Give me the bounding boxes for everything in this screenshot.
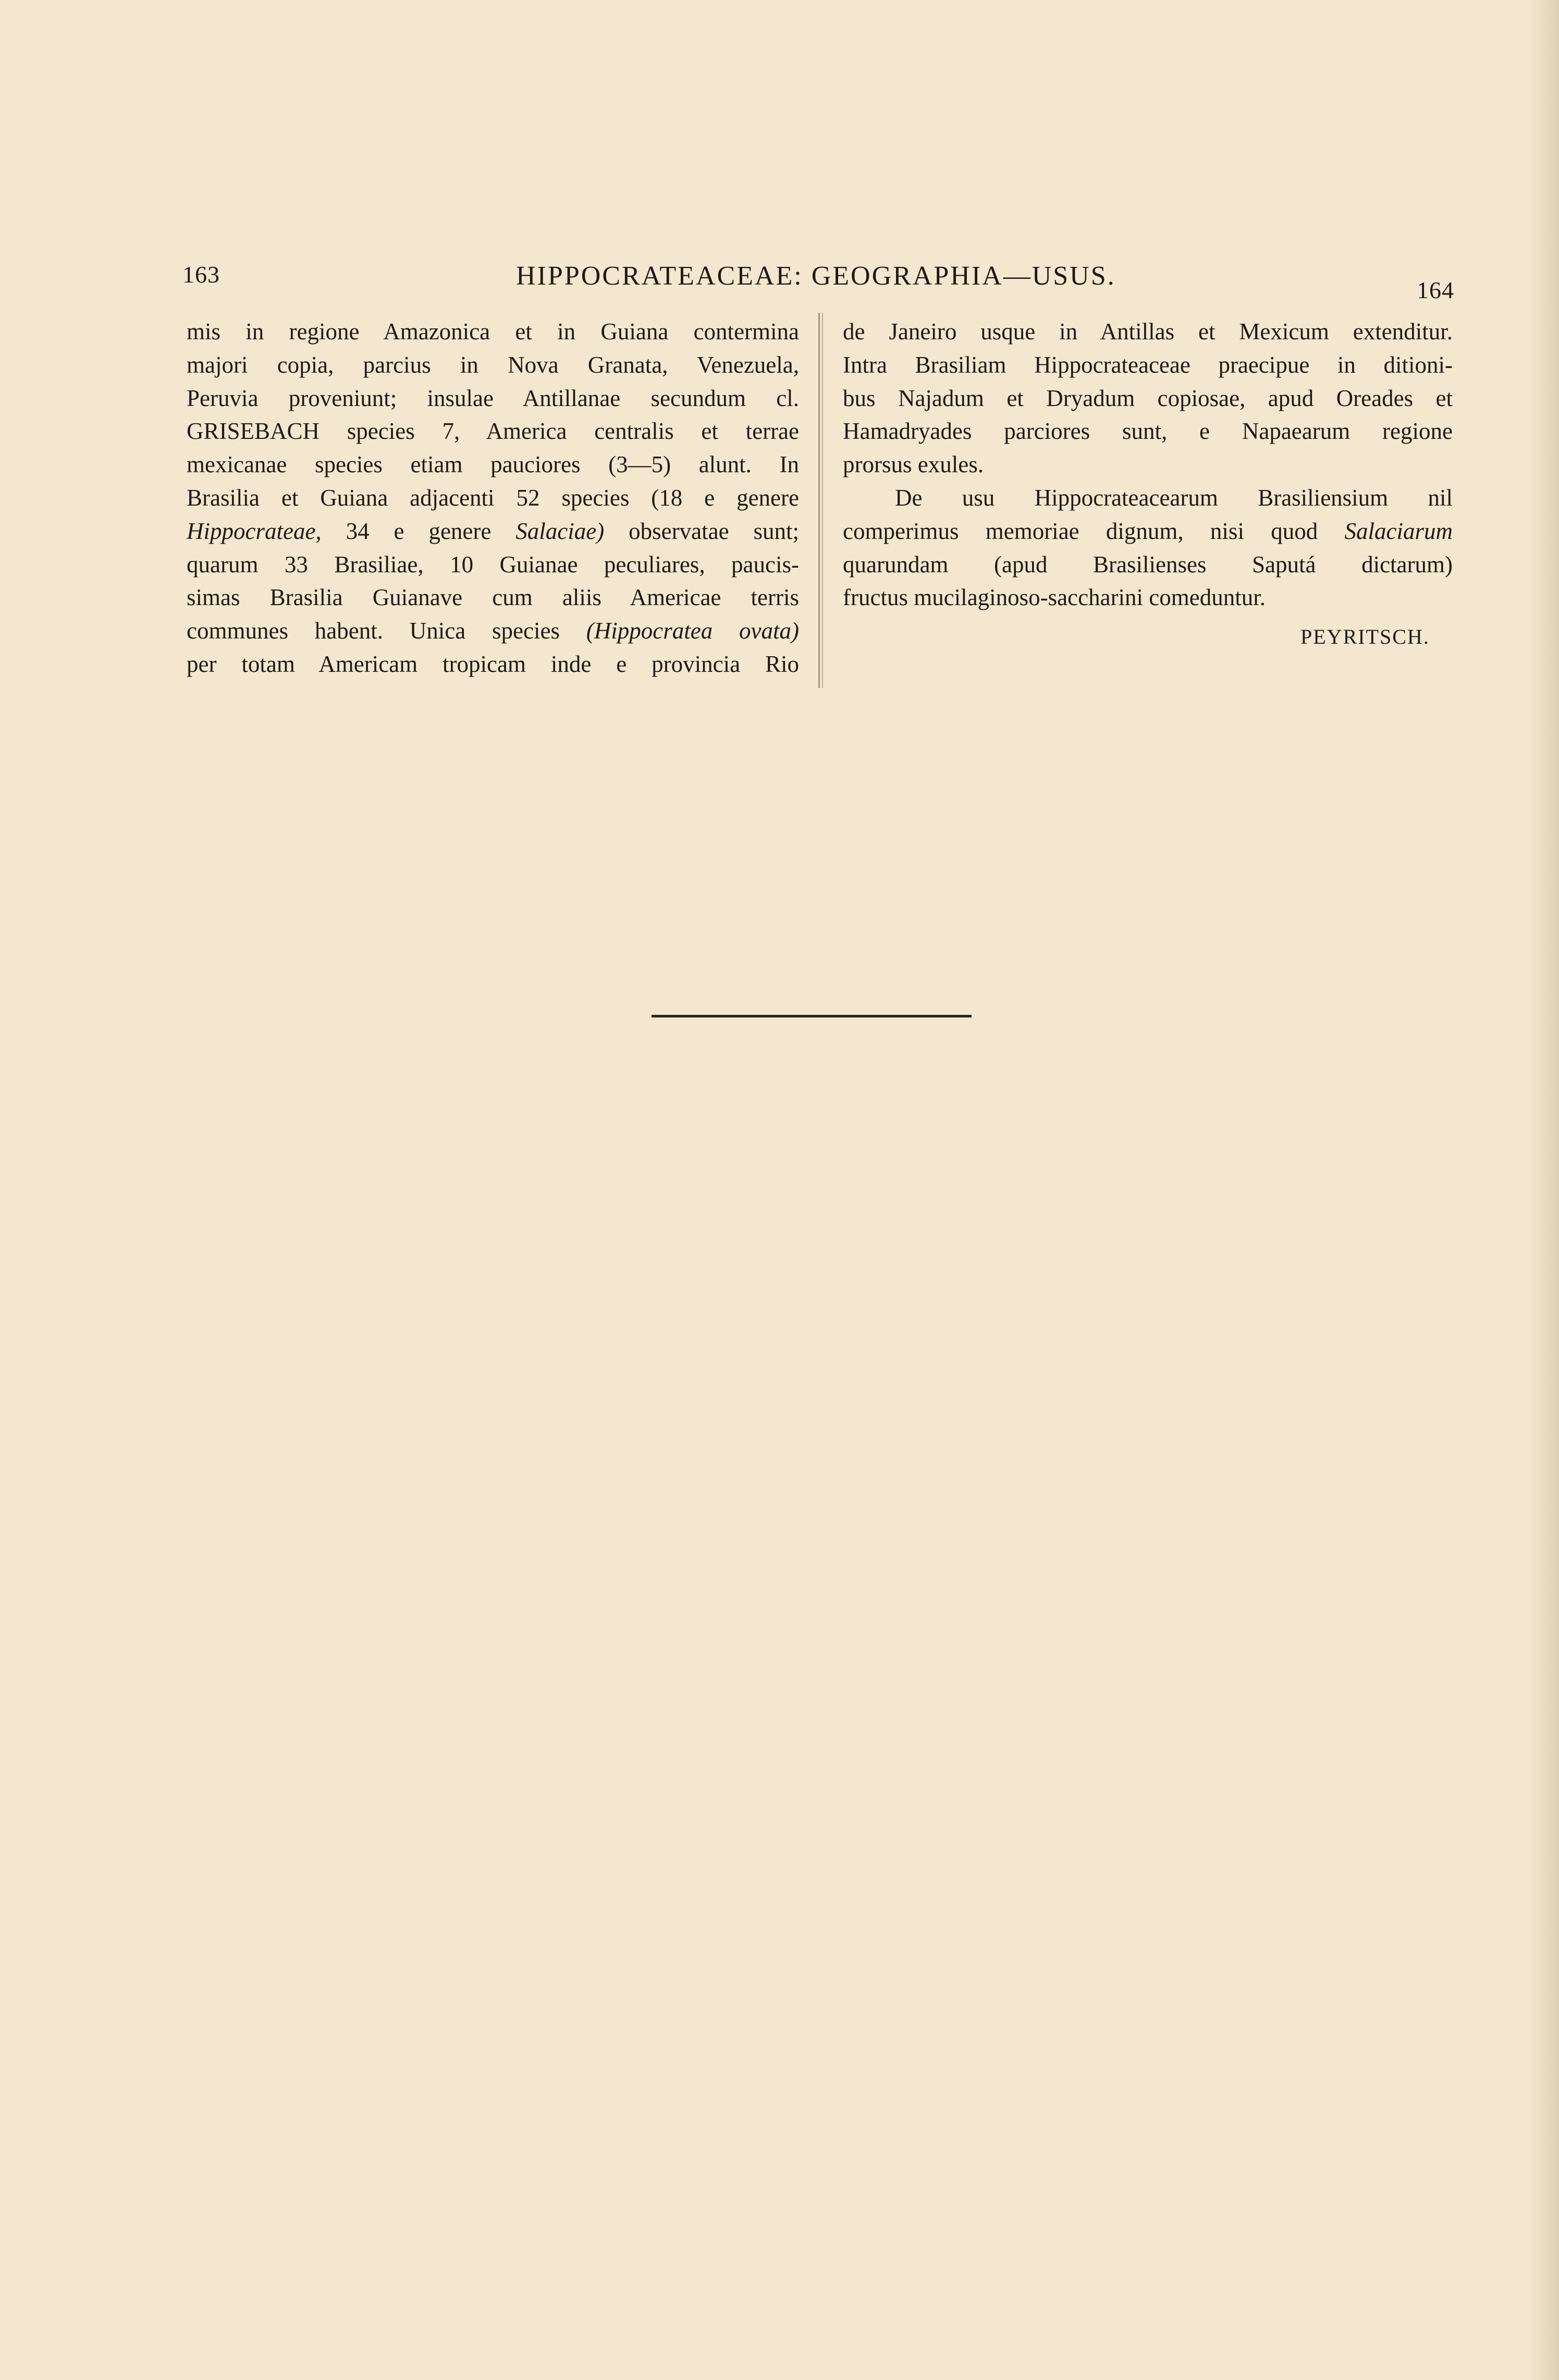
text-line: majori copia, parcius in Nova Granata, Venezuela, [187, 351, 799, 378]
text-line: simas Brasilia Guianave cum aliis Americae terris [187, 584, 799, 611]
text-line: De usu Hippocrateacearum Brasiliensium nil [895, 484, 1453, 511]
species-name: (Hippocratea ovata) [586, 618, 799, 644]
text-line: fructus mucilaginoso-saccharini comeduntur. [843, 584, 1266, 611]
text-line: per totam Americam tropicam inde e provincia Rio [187, 651, 799, 677]
end-rule [652, 1015, 972, 1017]
text-line [187, 615, 799, 648]
text-line: quarum 33 Brasiliae, 10 Guianae peculiares, paucis- [187, 551, 799, 578]
text-line: Peruvia proveniunt; insulae Antillanae secundum cl. [187, 385, 799, 411]
page-edge-shadow [1528, 0, 1559, 2380]
genus-name: Salaciae) [515, 518, 605, 544]
genus-name: Salaciarum [1344, 518, 1453, 544]
text-line: bus Najadum et Dryadum copiosae, apud Oreades et [843, 385, 1453, 411]
text-line: quarundam (apud Brasilienses Saputá dictarum) [843, 551, 1453, 578]
genus-name: Hippocrateae, [187, 518, 322, 544]
text-line: Brasilia et Guiana adjacenti 52 species (18 e genere [187, 484, 799, 511]
text-line [187, 515, 799, 548]
page-number-left: 163 [182, 261, 220, 288]
text-span: comperimus memoriae dignum, nisi quod [843, 518, 1318, 544]
right-column [843, 315, 1453, 615]
text-line: Hamadryades parciores sunt, e Napaearum regione [843, 418, 1453, 445]
text-line: mis in regione Amazonica et in Guiana contermina [187, 318, 799, 345]
left-column [187, 315, 799, 681]
text-line: prorsus exules. [843, 451, 984, 478]
text-span: 34 e genere [346, 518, 492, 544]
running-head: HIPPOCRATEACEAE: GEOGRAPHIA—USUS. [516, 261, 1116, 291]
page-number-right: 164 [1417, 277, 1454, 303]
text-line [843, 515, 1453, 548]
text-line: de Janeiro usque in Antillas et Mexicum extenditur. [843, 318, 1453, 345]
text-line: mexicanae species etiam pauciores (3—5) alunt. In [187, 451, 799, 478]
column-rule [818, 313, 820, 688]
page-header [182, 261, 1454, 302]
text-span: communes habent. Unica species [187, 618, 560, 644]
text-line: Intra Brasiliam Hippocrateaceae praecipue in ditioni- [843, 351, 1453, 378]
text-line: GRISEBACH species 7, America centralis et terrae [187, 418, 799, 445]
author-signature: PEYRITSCH. [1300, 625, 1430, 648]
text-span: observatae sunt; [629, 518, 800, 544]
column-rule [822, 313, 823, 688]
